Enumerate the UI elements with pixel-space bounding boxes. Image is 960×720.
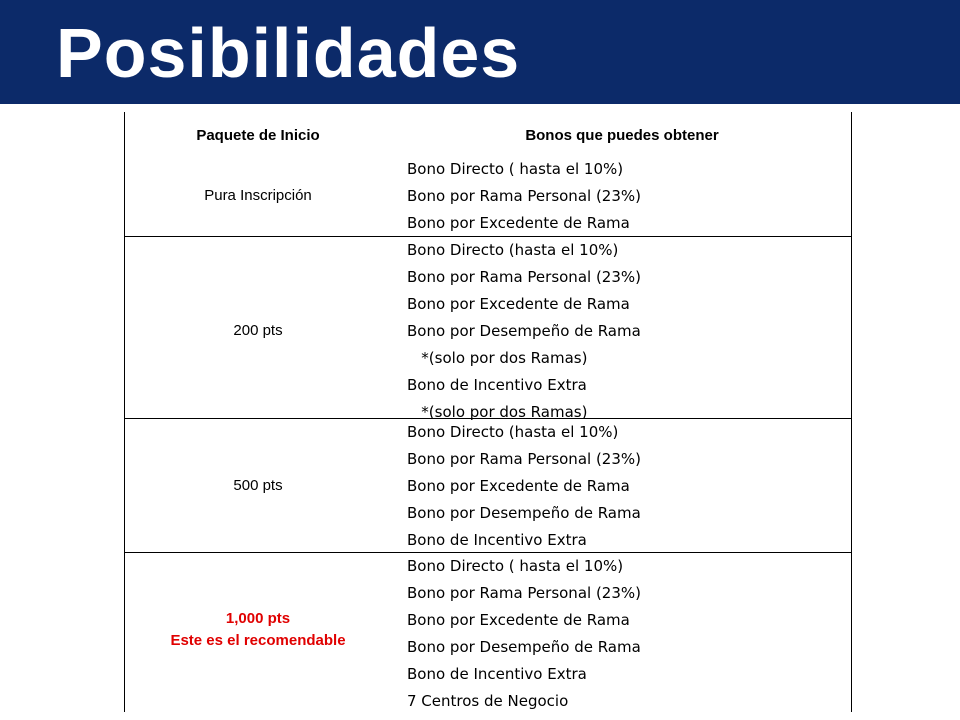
bonus-item: Bono por Excedente de Rama <box>407 214 630 232</box>
bonus-item: Bono Directo (hasta el 10%) <box>407 423 619 441</box>
bonus-item: Bono de Incentivo Extra <box>407 531 587 549</box>
bonus-item: Bono por Desempeño de Rama <box>407 322 641 340</box>
package-label <box>125 475 391 497</box>
package-name: Pura Inscripción <box>204 187 312 204</box>
package-column-header: Paquete de Inicio <box>196 127 320 144</box>
package-name: 200 pts <box>233 322 283 339</box>
table-row-1000 <box>125 552 851 713</box>
package-label-recommended <box>125 608 391 652</box>
bonus-item: Bono por Rama Personal (23%) <box>407 187 641 205</box>
bonus-list <box>407 237 641 426</box>
bonus-item: Bono por Desempeño de Rama <box>407 504 641 522</box>
table-row-200 <box>125 236 851 426</box>
table-row-500 <box>125 418 851 554</box>
bonus-list <box>407 419 641 554</box>
bonus-table <box>124 112 852 712</box>
package-label <box>125 185 391 207</box>
bonus-item: Bono por Rama Personal (23%) <box>407 584 641 602</box>
package-label <box>125 320 391 342</box>
bonus-item: Bono por Excedente de Rama <box>407 295 630 313</box>
bonuses-column-header: Bonos que puedes obtener <box>525 127 719 144</box>
bonus-item: Bono de Incentivo Extra <box>407 376 587 394</box>
page-title: Posibilidades <box>56 14 521 92</box>
bonus-item: 7 Centros de Negocio <box>407 692 569 710</box>
bonus-item: Bono por Rama Personal (23%) <box>407 450 641 468</box>
title-bar <box>0 0 960 104</box>
bonus-item: Bono por Rama Personal (23%) <box>407 268 641 286</box>
bonus-note: *(solo por dos Ramas) <box>407 403 588 421</box>
package-name: 500 pts <box>233 477 283 494</box>
bonus-item: Bono Directo (hasta el 10%) <box>407 241 619 259</box>
table-row-inscripcion <box>125 156 851 237</box>
recommended-note: Este es el recomendable <box>170 632 346 649</box>
bonus-item: Bono Directo ( hasta el 10%) <box>407 557 624 575</box>
bonus-list <box>407 156 641 237</box>
bonus-item: Bono por Excedente de Rama <box>407 477 630 495</box>
package-name: 1,000 pts <box>225 610 291 627</box>
bonus-item: Bono de Incentivo Extra <box>407 665 587 683</box>
bonus-list <box>407 553 641 715</box>
bonus-note: *(solo por dos Ramas) <box>407 349 588 367</box>
bonus-item: Bono Directo ( hasta el 10%) <box>407 160 624 178</box>
bonus-item: Bono por Desempeño de Rama <box>407 638 641 656</box>
bonus-item: Bono por Excedente de Rama <box>407 611 630 629</box>
